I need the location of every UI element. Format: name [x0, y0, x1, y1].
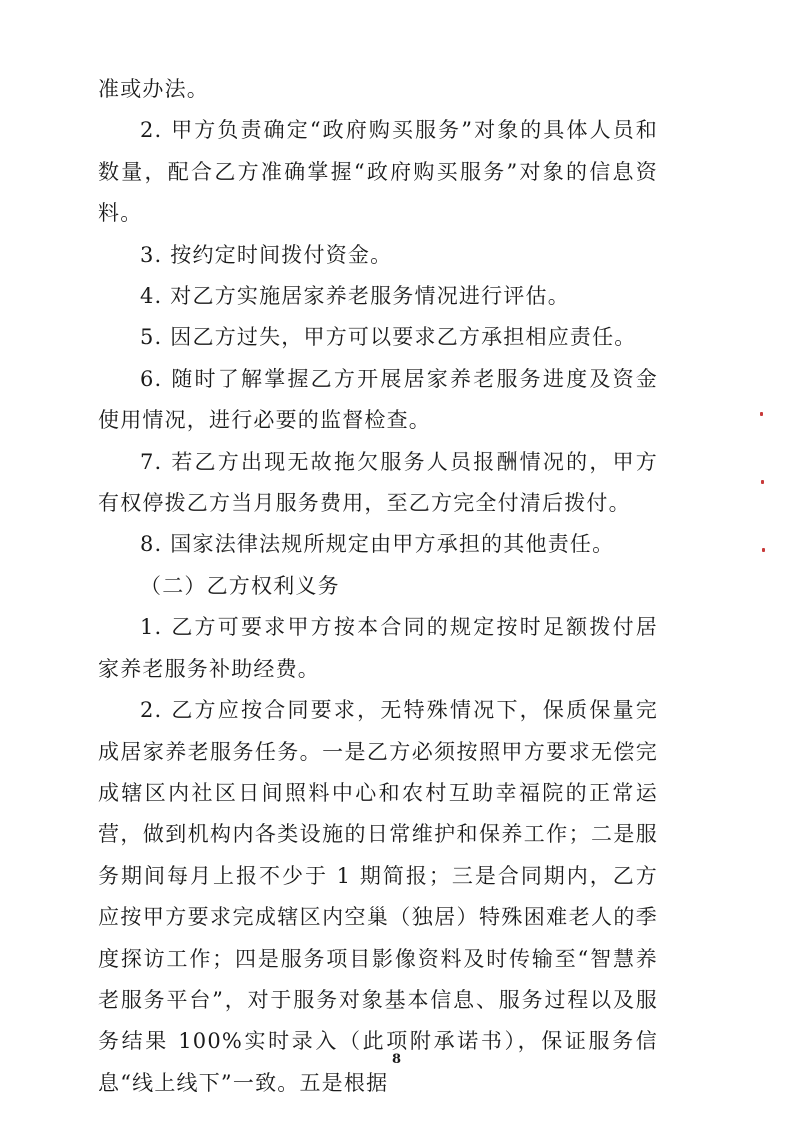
paragraph-continuation: 准或办法。	[98, 77, 209, 101]
paragraph-item-3: 3. 按约定时间拨付资金。	[140, 242, 393, 267]
paragraph-b-item-2: 2. 乙方应按合同要求，无特殊情况下，保质保量完成居家养老服务任务。一是乙方必须按照甲方要求无偿完成辖区内社区日间照料中心和农村互助幸福院的正常运营，做到机构内各类设施的日常维护和保养工作；二是服务期间每月上报不少于 1 期简报；三是合同期内，乙方应按甲方要求完成辖区内空巢（独居）特殊困难老人的季度探访工作；四是服务项目影像资料及时传输至“智慧养老服务平台”，对于服务对象基本信息、服务过程以及服务结果 100%实时录入（此项附承诺书），保证服务信息“线上线下”一致。五是根据	[98, 698, 658, 1095]
section-heading: （二）乙方权利义务	[140, 573, 340, 598]
scan-mark	[762, 548, 765, 552]
paragraph-item-4: 4. 对乙方实施居家养老服务情况进行评估。	[140, 284, 570, 309]
paragraph-b-item-1: 1. 乙方可要求甲方按本合同的规定按时足额拨付居家养老服务补助经费。	[98, 615, 658, 681]
paragraph-item-6: 6. 随时了解掌握乙方开展居家养老服务进度及资金使用情况，进行必要的监督检查。	[98, 366, 658, 433]
scan-mark	[761, 480, 764, 484]
page-number: 8	[391, 1052, 402, 1067]
paragraph-item-2: 2. 甲方负责确定“政府购买服务”对象的具体人员和数量，配合乙方准确掌握“政府购买服务”对象的信息资料。	[98, 118, 658, 226]
scan-mark	[760, 412, 763, 416]
paragraph-item-7: 7. 若乙方出现无故拖欠服务人员报酬情况的，甲方有权停拨乙方当月服务费用，至乙方完全付清后拨付。	[98, 449, 658, 516]
body-text	[98, 69, 658, 1104]
paragraph-item-5: 5. 因乙方过失，甲方可以要求乙方承担相应责任。	[140, 325, 637, 350]
paragraph-item-8: 8. 国家法律法规所规定由甲方承担的其他责任。	[140, 532, 615, 557]
